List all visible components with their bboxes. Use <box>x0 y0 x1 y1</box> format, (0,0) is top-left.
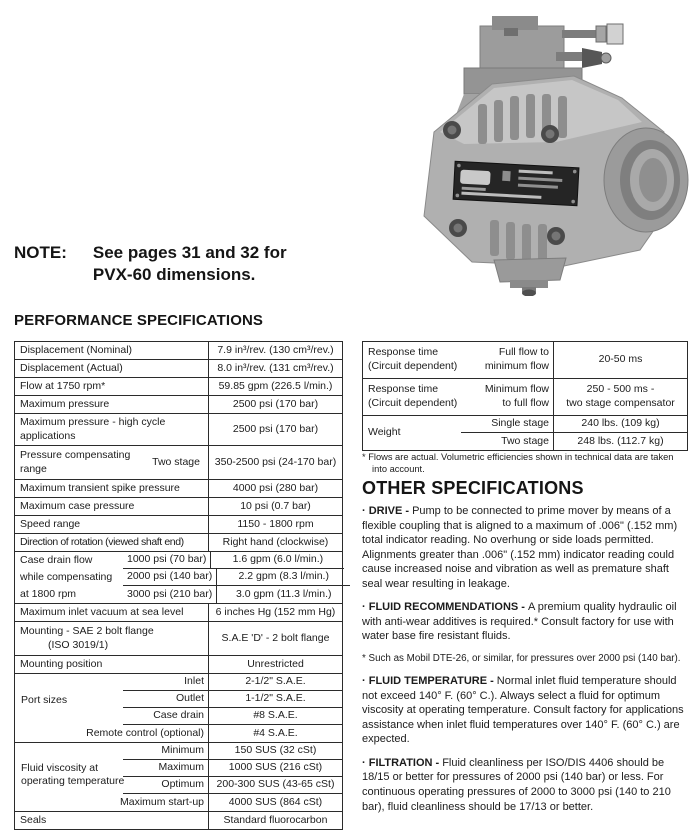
sublabel-line: to full flow <box>502 397 549 409</box>
spec-value <box>553 342 687 378</box>
filtration-paragraph <box>362 756 692 814</box>
spec-sublabel <box>461 379 553 415</box>
group-label-line: while compensating <box>20 570 113 583</box>
value-line: 20-50 ms <box>598 353 643 366</box>
spec-value: 10 psi (0.7 bar) <box>208 498 342 515</box>
spec-value: 248 lbs. (112.7 kg) <box>553 433 687 450</box>
spec-value: 8.0 in³/rev. (131 cm³/rev.) <box>208 360 342 377</box>
spec-value: 150 SUS (32 cSt) <box>208 743 342 760</box>
spec-value: 2500 psi (170 bar) <box>208 414 342 445</box>
table-subrow <box>15 586 342 603</box>
spec-value: 2-1/2" S.A.E. <box>208 674 342 691</box>
spec-label <box>363 379 461 415</box>
table-row <box>15 479 342 497</box>
response-weight-table <box>362 341 688 451</box>
drive-text: Pump to be connected to prime mover by means of a flexible coupling that is aligned to a maximum of .006" (.152 mm) total indicator reading. No overhung or side loads permitted. Alignments greater than .006" (.152 mm) indicator reading could cause increased noise and vibration as well as premature shaft seal wear resulting in leakage. <box>362 505 678 590</box>
table-row <box>363 342 687 378</box>
flows-footnote: * Flows are actual. Volumetric efficiencies shown in technical data are taken into account. <box>362 452 674 475</box>
spec-value: 200-300 SUS (43-65 cSt) <box>208 777 342 794</box>
spec-sublabel: Two stage <box>152 455 200 468</box>
spec-value: 4000 SUS (864 cSt) <box>208 794 342 811</box>
label-line: Response time <box>368 383 439 396</box>
pump-photo-illustration <box>406 4 690 296</box>
fluid-recommendations-lead: · FLUID RECOMMENDATIONS - <box>362 601 525 614</box>
group-label-line: Case drain flow <box>20 553 93 566</box>
spec-sublabel: Optimum <box>123 777 208 794</box>
spec-label: Displacement (Nominal) <box>20 343 133 356</box>
group-label <box>21 762 124 788</box>
performance-specs-table <box>14 341 343 830</box>
group-label-line-1: Fluid viscosity at <box>21 762 99 774</box>
table-subrow <box>461 433 687 450</box>
spec-value: #4 S.A.E. <box>208 725 342 742</box>
sublabel-line: minimum flow <box>484 360 549 372</box>
fluid-recommendations-paragraph <box>362 600 692 644</box>
table-subrow <box>15 552 342 569</box>
spec-value: 2500 psi (170 bar) <box>208 396 342 413</box>
table-row <box>363 415 687 450</box>
spacer <box>15 743 123 760</box>
table-subrow <box>461 416 687 433</box>
spec-value: Standard fluorocarbon <box>208 812 342 829</box>
table-subrow <box>15 743 342 760</box>
drive-lead: · DRIVE - <box>362 505 410 517</box>
spec-sublabel: Outlet <box>123 691 208 708</box>
spec-label <box>15 446 208 479</box>
spec-sublabel: 1000 psi (70 bar) <box>123 552 210 569</box>
table-row <box>15 342 342 359</box>
spec-value: 1-1/2" S.A.E. <box>208 691 342 708</box>
filtration-lead: · FILTRATION - <box>362 756 440 769</box>
spec-value: 240 lbs. (109 kg) <box>553 416 687 433</box>
table-row <box>15 497 342 515</box>
spec-value: 2.2 gpm (8.3 l/min.) <box>216 569 350 586</box>
spec-label-lines <box>20 625 154 651</box>
table-row <box>15 621 342 655</box>
table-row <box>15 603 342 621</box>
spec-label: Seals <box>20 813 47 826</box>
filtration-text: Fluid cleanliness per ISO/DIS 4406 should be 18/15 or better for pressures of 2000 psi (140 bar) or less. For continuous operating pressures of 2000 to 3000 psi (140 to 210 bar), fluid cleanliness should be 17/13 or better. <box>362 756 671 813</box>
spec-label: Maximum case pressure <box>20 499 135 512</box>
fluid-recommendations-text: A premium quality hydraulic oil with anti-wear additives is required.* Consult factory for use with water base fire resistant fluids. <box>362 601 677 643</box>
port-sizes-group <box>15 673 342 742</box>
spec-label: Mounting position <box>20 657 103 670</box>
spec-value: S.A.E 'D' - 2 bolt flange <box>208 622 342 655</box>
table-subrow <box>15 569 342 586</box>
spacer <box>15 794 75 811</box>
table-row <box>363 378 687 415</box>
spec-sublabel: Case drain <box>123 708 208 725</box>
spec-label-text: Maximum pressure - high cycle applications <box>20 416 166 442</box>
spec-value: 3.0 gpm (11.3 l/min.) <box>216 586 350 603</box>
spec-sublabel: 3000 psi (210 bar) <box>127 587 213 600</box>
spec-sublabel: Remote control (optional) <box>86 726 204 739</box>
table-subrow <box>15 725 342 742</box>
spec-sublabel: Maximum <box>123 760 208 777</box>
table-row <box>15 445 342 479</box>
fluid-temperature-text: Normal inlet fluid temperature should not exceed 140° F. (60° C.). Always select a fluid for optimum viscosity at operating temperature. Consult factory for applications assistance when inlet fluid temperatures over 140° F. (60° C.) are expected. <box>362 675 684 746</box>
fluid-temperature-paragraph <box>362 674 692 747</box>
table-row <box>15 413 342 445</box>
spec-sublabel: Minimum <box>123 743 208 760</box>
group-label-line: at 1800 rpm <box>20 587 77 600</box>
spec-value: 350-2500 psi (24-170 bar) <box>208 446 342 479</box>
fluid-footnote: * Such as Mobil DTE-26, or similar, for pressures over 2000 psi (140 bar). <box>362 652 681 664</box>
spec-label <box>363 342 461 378</box>
spec-value: 1150 - 1800 rpm <box>208 516 342 533</box>
table-row <box>15 533 342 551</box>
spec-label: Maximum pressure <box>20 397 110 410</box>
spec-value: Unrestricted <box>208 656 342 673</box>
spec-label-line-2: (ISO 3019/1) <box>48 638 109 651</box>
spec-label-line-1: Mounting - SAE 2 bolt flange <box>20 625 154 638</box>
other-specs-body <box>362 504 692 823</box>
spec-sublabel: Inlet <box>123 674 208 691</box>
drive-paragraph <box>362 504 692 591</box>
spec-value: 7.9 in³/rev. (130 cm³/rev.) <box>208 342 342 359</box>
note-text <box>93 242 287 286</box>
label-line: (Circuit dependent) <box>368 360 458 372</box>
other-specs-heading: OTHER SPECIFICATIONS <box>362 478 584 498</box>
spec-sublabel: Maximum start-up <box>119 795 204 808</box>
performance-specs-heading: PERFORMANCE SPECIFICATIONS <box>14 312 264 329</box>
sublabel-line: Minimum flow <box>484 383 549 396</box>
spec-sublabel: 2000 psi (140 bar) <box>123 569 216 586</box>
spec-value <box>553 379 687 415</box>
spec-label: Flow at 1750 rpm* <box>20 379 106 392</box>
spec-sublabel: Two stage <box>501 434 549 447</box>
spec-value: 1000 SUS (216 cSt) <box>208 760 342 777</box>
spec-label: Displacement (Actual) <box>20 361 123 374</box>
label-line: (Circuit dependent) <box>368 397 458 409</box>
value-line: 250 - 500 ms - <box>586 383 655 396</box>
case-drain-flow-group <box>15 551 342 603</box>
table-row <box>15 515 342 533</box>
table-row <box>15 811 342 829</box>
spacer <box>15 725 45 742</box>
fluid-temperature-lead: · FLUID TEMPERATURE - <box>362 675 494 688</box>
spec-label <box>363 416 461 450</box>
table-row <box>15 395 342 413</box>
table-row <box>15 377 342 395</box>
spec-label: Maximum transient spike pressure <box>20 481 180 494</box>
spec-label: Maximum inlet vacuum at sea level <box>20 605 184 618</box>
label-line: Weight <box>368 426 401 439</box>
group-label-line-2: operating temperature <box>21 775 125 788</box>
spec-label: Direction of rotation (viewed shaft end) <box>20 535 184 548</box>
spec-value: 6 inches Hg (152 mm Hg) <box>208 604 342 621</box>
note-line-1: See pages 31 and 32 for <box>92 243 287 262</box>
spec-value: Right hand (clockwise) <box>208 534 342 551</box>
spec-sublabel <box>461 342 553 378</box>
fluid-viscosity-group <box>15 742 342 811</box>
spec-label <box>15 414 208 445</box>
spec-label <box>15 622 208 655</box>
spec-label-text: Pressure compensating range <box>20 449 131 475</box>
note-line-2: PVX-60 dimensions. <box>92 265 256 285</box>
pump-illustration-svg <box>406 4 690 296</box>
sublabel-line: Full flow to <box>498 346 549 359</box>
value-line: two stage compensator <box>566 397 675 409</box>
spec-sublabel: Single stage <box>461 416 553 433</box>
spec-label: Speed range <box>20 517 81 530</box>
table-subrow <box>15 708 342 725</box>
table-row <box>15 655 342 673</box>
spec-value: 4000 psi (280 bar) <box>208 480 342 497</box>
group-label: Port sizes <box>21 694 68 706</box>
note-label: NOTE: <box>14 243 67 262</box>
spacer <box>15 708 123 725</box>
spec-value: 59.85 gpm (226.5 l/min.) <box>208 378 342 395</box>
spec-value: #8 S.A.E. <box>208 708 342 725</box>
label-line: Response time <box>368 346 439 359</box>
table-subrow <box>15 674 342 691</box>
table-row <box>15 359 342 377</box>
spacer <box>15 674 123 691</box>
note-block <box>14 242 287 286</box>
spec-value: 1.6 gpm (6.0 l/min.) <box>210 552 344 569</box>
table-subrow <box>15 794 342 811</box>
weight-subrows <box>461 416 687 450</box>
